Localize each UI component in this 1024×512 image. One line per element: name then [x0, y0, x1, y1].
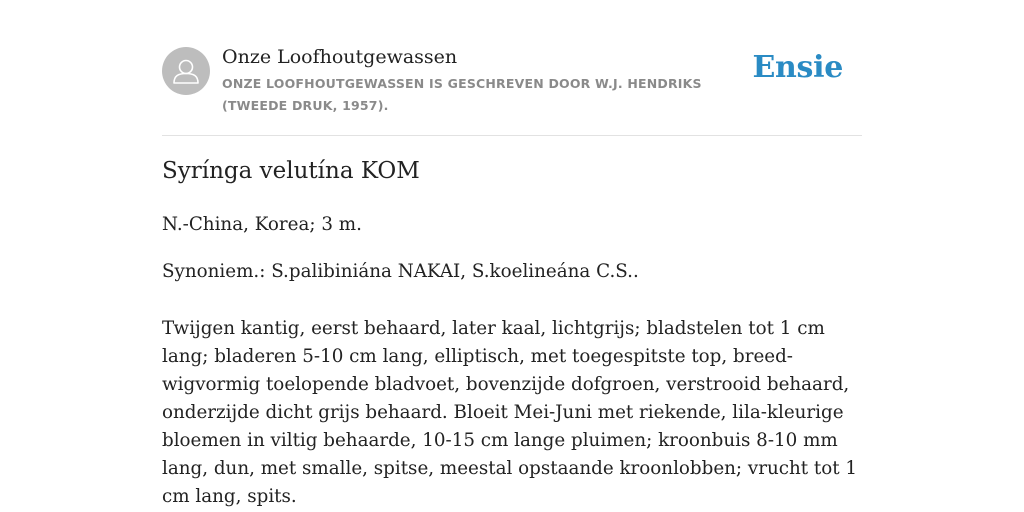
- user-silhouette-icon: [162, 47, 210, 95]
- source-description: ONZE LOOFHOUTGEWASSEN IS GESCHREVEN DOOR W.J. HENDRIKS (TWEEDE DRUK, 1957).: [222, 76, 702, 113]
- ensie-logo-link[interactable]: Ensie: [752, 50, 843, 85]
- entry-description: Twijgen kantig, eerst behaard, later kaal, lichtgrijs; bladstelen tot 1 cm lang; bladeren 5-10 cm lang, elliptisch, met toegespitste top, breed-wigvormig toelopende bladvoet, bovenzijde dofgroen, verstrooid behaard, onderzijde dicht grijs behaard. Bloeit Mei-Juni met riekende, lila-kleurige bloemen in viltig behaarde, 10-15 cm lange pluimen; kroonbuis 8-10 mm lang, dun, met smalle, spitse, meestal opstaande kroonlobben; vrucht tot 1 cm lang, spits.: [162, 318, 858, 507]
- source-title[interactable]: Onze Loofhoutgewassen: [222, 46, 458, 68]
- entry-title: Syrínga velutína KOM: [162, 158, 420, 184]
- entry-synonyms: Synoniem.: S.palibiniána NAKAI, S.koelineána C.S..: [162, 261, 639, 282]
- source-header: [162, 40, 862, 136]
- entry-distribution: N.-China, Korea; 3 m.: [162, 214, 362, 235]
